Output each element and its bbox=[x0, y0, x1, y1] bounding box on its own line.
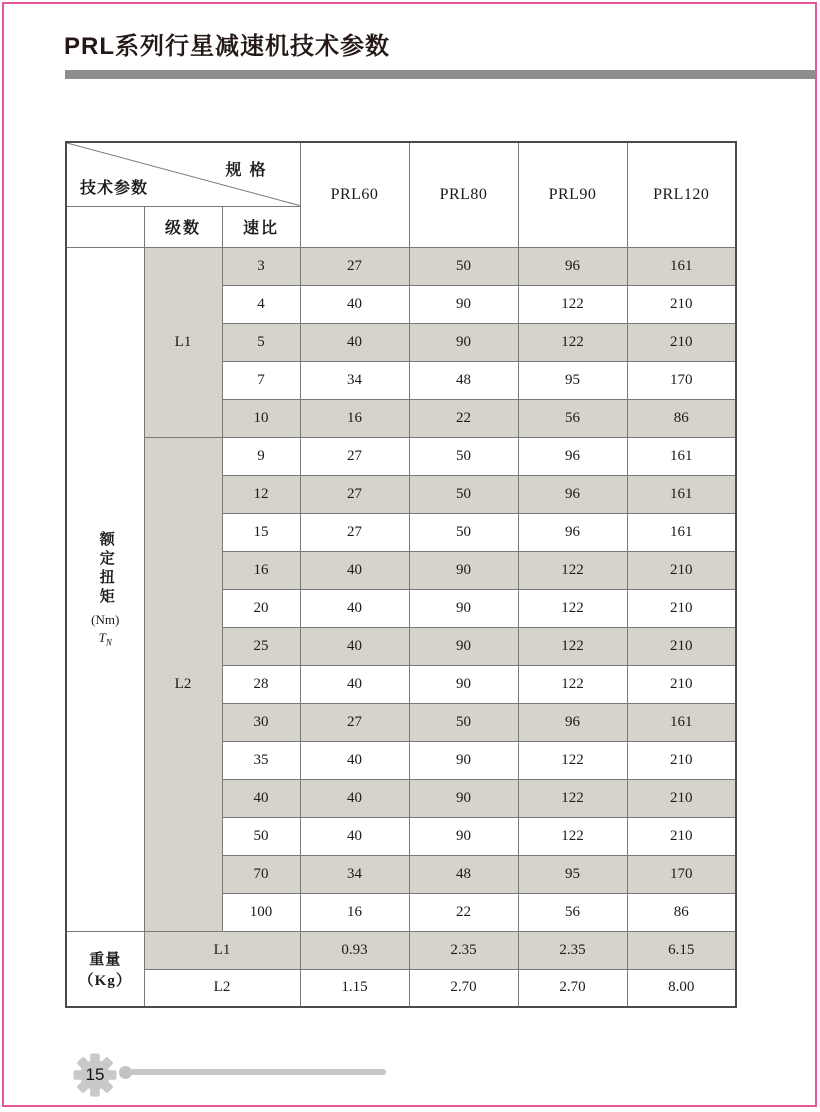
value-cell: 50 bbox=[409, 437, 518, 475]
weight-row bbox=[66, 969, 736, 1007]
value-cell: 210 bbox=[627, 323, 736, 361]
model-header-prl80: PRL80 bbox=[409, 142, 518, 247]
value-cell: 8.00 bbox=[627, 969, 736, 1007]
weight-stage-cell: L2 bbox=[144, 969, 300, 1007]
footer-decoration-line bbox=[129, 1069, 386, 1075]
title-underline-bar bbox=[65, 70, 816, 79]
value-cell: 90 bbox=[409, 817, 518, 855]
value-cell: 161 bbox=[627, 475, 736, 513]
model-header-prl90: PRL90 bbox=[518, 142, 627, 247]
value-cell: 27 bbox=[300, 437, 409, 475]
value-cell: 27 bbox=[300, 247, 409, 285]
value-cell: 27 bbox=[300, 475, 409, 513]
ratio-cell: 28 bbox=[222, 665, 300, 703]
ratio-header: 速比 bbox=[222, 206, 300, 247]
value-cell: 95 bbox=[518, 855, 627, 893]
value-cell: 2.35 bbox=[518, 931, 627, 969]
value-cell: 90 bbox=[409, 285, 518, 323]
value-cell: 48 bbox=[409, 361, 518, 399]
value-cell: 170 bbox=[627, 361, 736, 399]
page-title: PRL系列行星减速机技术参数 bbox=[64, 33, 390, 60]
value-cell: 40 bbox=[300, 665, 409, 703]
value-cell: 95 bbox=[518, 361, 627, 399]
value-cell: 40 bbox=[300, 817, 409, 855]
ratio-cell: 3 bbox=[222, 247, 300, 285]
value-cell: 122 bbox=[518, 323, 627, 361]
weight-row bbox=[66, 931, 736, 969]
torque-label-cn: 额定扭矩 bbox=[97, 530, 114, 607]
value-cell: 40 bbox=[300, 741, 409, 779]
value-cell: 1.15 bbox=[300, 969, 409, 1007]
value-cell: 16 bbox=[300, 399, 409, 437]
stage-cell-l1: L1 bbox=[144, 247, 222, 437]
value-cell: 50 bbox=[409, 513, 518, 551]
value-cell: 210 bbox=[627, 817, 736, 855]
value-cell: 27 bbox=[300, 513, 409, 551]
torque-unit: (Nm) bbox=[91, 611, 120, 627]
value-cell: 6.15 bbox=[627, 931, 736, 969]
value-cell: 90 bbox=[409, 323, 518, 361]
stage-header: 级数 bbox=[144, 206, 222, 247]
value-cell: 22 bbox=[409, 399, 518, 437]
value-cell: 90 bbox=[409, 779, 518, 817]
value-cell: 122 bbox=[518, 285, 627, 323]
value-cell: 40 bbox=[300, 589, 409, 627]
ratio-cell: 9 bbox=[222, 437, 300, 475]
value-cell: 210 bbox=[627, 589, 736, 627]
value-cell: 122 bbox=[518, 627, 627, 665]
value-cell: 48 bbox=[409, 855, 518, 893]
table-row bbox=[66, 247, 736, 285]
value-cell: 40 bbox=[300, 779, 409, 817]
value-cell: 96 bbox=[518, 437, 627, 475]
ratio-cell: 4 bbox=[222, 285, 300, 323]
value-cell: 56 bbox=[518, 893, 627, 931]
value-cell: 210 bbox=[627, 551, 736, 589]
value-cell: 122 bbox=[518, 817, 627, 855]
ratio-cell: 12 bbox=[222, 475, 300, 513]
value-cell: 50 bbox=[409, 247, 518, 285]
ratio-cell: 15 bbox=[222, 513, 300, 551]
value-cell: 122 bbox=[518, 779, 627, 817]
value-cell: 210 bbox=[627, 627, 736, 665]
value-cell: 0.93 bbox=[300, 931, 409, 969]
value-cell: 161 bbox=[627, 437, 736, 475]
header-row-1 bbox=[66, 142, 736, 206]
value-cell: 90 bbox=[409, 551, 518, 589]
value-cell: 86 bbox=[627, 399, 736, 437]
param-header-label: 技术参数 bbox=[80, 179, 149, 197]
stage-cell-l2: L2 bbox=[144, 437, 222, 931]
value-cell: 90 bbox=[409, 741, 518, 779]
ratio-cell: 70 bbox=[222, 855, 300, 893]
value-cell: 170 bbox=[627, 855, 736, 893]
value-cell: 161 bbox=[627, 513, 736, 551]
model-header-prl60: PRL60 bbox=[300, 142, 409, 247]
ratio-cell: 50 bbox=[222, 817, 300, 855]
value-cell: 40 bbox=[300, 285, 409, 323]
value-cell: 210 bbox=[627, 741, 736, 779]
value-cell: 161 bbox=[627, 247, 736, 285]
ratio-cell: 20 bbox=[222, 589, 300, 627]
value-cell: 34 bbox=[300, 361, 409, 399]
page-number: 15 bbox=[85, 1065, 105, 1084]
diagonal-header-cell bbox=[66, 142, 300, 206]
torque-label-cell bbox=[66, 247, 144, 931]
value-cell: 161 bbox=[627, 703, 736, 741]
value-cell: 122 bbox=[518, 551, 627, 589]
ratio-cell: 100 bbox=[222, 893, 300, 931]
value-cell: 86 bbox=[627, 893, 736, 931]
value-cell: 90 bbox=[409, 665, 518, 703]
value-cell: 122 bbox=[518, 665, 627, 703]
value-cell: 210 bbox=[627, 285, 736, 323]
weight-stage-cell: L1 bbox=[144, 931, 300, 969]
ratio-cell: 10 bbox=[222, 399, 300, 437]
ratio-cell: 40 bbox=[222, 779, 300, 817]
value-cell: 40 bbox=[300, 551, 409, 589]
value-cell: 56 bbox=[518, 399, 627, 437]
spec-header-label: 规 格 bbox=[225, 162, 268, 179]
value-cell: 40 bbox=[300, 627, 409, 665]
ratio-cell: 16 bbox=[222, 551, 300, 589]
model-header-prl120: PRL120 bbox=[627, 142, 736, 247]
table-row bbox=[66, 437, 736, 475]
ratio-cell: 5 bbox=[222, 323, 300, 361]
ratio-cell: 25 bbox=[222, 627, 300, 665]
value-cell: 34 bbox=[300, 855, 409, 893]
value-cell: 50 bbox=[409, 703, 518, 741]
value-cell: 90 bbox=[409, 627, 518, 665]
value-cell: 96 bbox=[518, 475, 627, 513]
value-cell: 2.70 bbox=[518, 969, 627, 1007]
value-cell: 27 bbox=[300, 703, 409, 741]
value-cell: 122 bbox=[518, 741, 627, 779]
value-cell: 210 bbox=[627, 779, 736, 817]
ratio-cell: 7 bbox=[222, 361, 300, 399]
value-cell: 122 bbox=[518, 589, 627, 627]
value-cell: 96 bbox=[518, 247, 627, 285]
value-cell: 2.70 bbox=[409, 969, 518, 1007]
value-cell: 50 bbox=[409, 475, 518, 513]
weight-label-cell: 重量（Kg） bbox=[66, 931, 144, 1007]
ratio-cell: 35 bbox=[222, 741, 300, 779]
empty-header-cell bbox=[66, 206, 144, 247]
value-cell: 2.35 bbox=[409, 931, 518, 969]
value-cell: 96 bbox=[518, 703, 627, 741]
value-cell: 40 bbox=[300, 323, 409, 361]
torque-symbol: $T_N$ bbox=[98, 629, 112, 648]
value-cell: 90 bbox=[409, 589, 518, 627]
ratio-cell: 30 bbox=[222, 703, 300, 741]
value-cell: 96 bbox=[518, 513, 627, 551]
spec-table bbox=[65, 141, 737, 1008]
value-cell: 22 bbox=[409, 893, 518, 931]
value-cell: 210 bbox=[627, 665, 736, 703]
value-cell: 16 bbox=[300, 893, 409, 931]
